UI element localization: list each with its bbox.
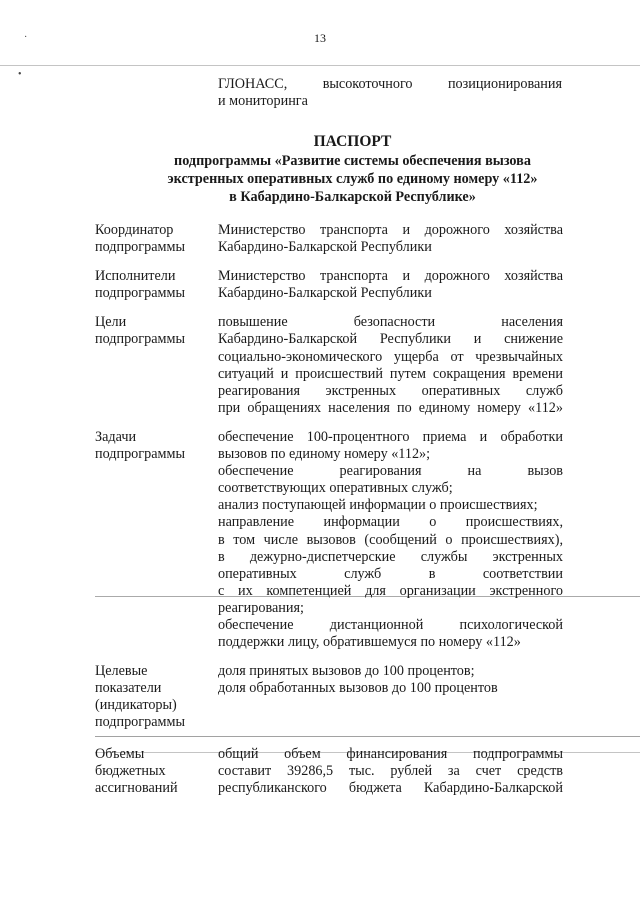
page-number: 13 xyxy=(314,31,326,45)
table-row xyxy=(95,663,563,731)
value-line: вызовов по единому номеру «112»; xyxy=(218,446,431,463)
value-line: обеспечение дистанционной психологической xyxy=(218,616,563,633)
value-line: направление информации о происшествиях, xyxy=(218,514,563,531)
title-line: экстренных оперативных служб по единому номеру «112» xyxy=(167,171,538,187)
value-line: анализ поступающей информации о происшествиях; xyxy=(218,497,538,514)
value-line: Кабардино-Балкарской Республики и снижение xyxy=(218,331,563,348)
value-line: Министерство транспорта и дорожного хозяйства xyxy=(218,222,563,238)
label-line: подпрограммы xyxy=(95,714,185,731)
table-row xyxy=(95,222,563,256)
title-line: в Кабардино-Балкарской Республике» xyxy=(229,189,476,205)
value-line: соответствующих оперативных служб; xyxy=(218,480,453,497)
value-line: повышение безопасности населения xyxy=(218,314,563,331)
table-row xyxy=(95,429,563,651)
row-value xyxy=(218,746,563,797)
title-main: ПАСПОРТ xyxy=(313,133,392,150)
value-line: обеспечение реагирования на вызов xyxy=(218,463,563,480)
intro-line: ГЛОНАСС, высокоточного позиционирования xyxy=(218,76,562,92)
value-line: социально-экономического ущерба от чрезвычайных xyxy=(218,348,563,365)
scan-mark: · xyxy=(24,32,28,43)
value-line: доля обработанных вызовов до 100 процентов xyxy=(218,680,498,697)
row-label xyxy=(95,314,218,417)
row-value xyxy=(218,314,563,417)
value-line: Кабардино-Балкарской Республики xyxy=(218,239,432,256)
value-line: доля принятых вызовов до 100 процентов; xyxy=(218,663,475,680)
label-line: Цели xyxy=(95,314,127,331)
label-line: подпрограммы xyxy=(95,446,185,463)
value-line: в том числе вызовов (сообщений о происшествиях), xyxy=(218,531,563,548)
row-label xyxy=(95,746,218,797)
table-row xyxy=(95,746,563,797)
table-row xyxy=(95,268,563,302)
passport-title xyxy=(80,132,625,206)
label-line: Исполнители xyxy=(95,268,176,285)
scan-mark: • xyxy=(18,69,22,80)
value-line: обеспечение 100-процентного приема и обработки xyxy=(218,428,563,445)
value-line: в дежурно-диспетчерские службы экстренных xyxy=(218,548,563,565)
intro-line: и мониторинга xyxy=(218,93,308,109)
label-line: подпрограммы xyxy=(95,239,185,256)
row-value xyxy=(218,268,563,302)
label-line: подпрограммы xyxy=(95,285,185,302)
row-value xyxy=(218,663,563,731)
label-line: ассигнований xyxy=(95,779,178,796)
label-line: показатели xyxy=(95,680,162,697)
label-line: Задачи xyxy=(95,428,137,445)
row-label xyxy=(95,663,218,731)
value-line: республиканского бюджета Кабардино-Балкарской xyxy=(218,779,563,796)
row-value xyxy=(218,222,563,256)
value-line: составит 39286,5 тыс. рублей за счет средств xyxy=(218,762,563,779)
table-row xyxy=(95,314,563,417)
label-line: подпрограммы xyxy=(95,331,185,348)
label-line: Целевые xyxy=(95,663,148,680)
value-line: Кабардино-Балкарской Республики xyxy=(218,285,432,302)
value-line: реагирования экстренных оперативных служб xyxy=(218,382,563,399)
row-label xyxy=(95,268,218,302)
value-line: с их компетенцией для организации экстренного xyxy=(218,582,563,599)
row-label xyxy=(95,429,218,651)
value-line: при обращениях населения по единому номеру «112» xyxy=(218,399,563,416)
value-line: поддержки лицу, обратившемуся по номеру «112» xyxy=(218,634,521,651)
row-label xyxy=(95,222,218,256)
label-line: (индикаторы) xyxy=(95,697,177,714)
value-line: Министерство транспорта и дорожного хозяйства xyxy=(218,268,563,285)
passport-table xyxy=(95,222,563,809)
value-line: оперативных служб в соответствии xyxy=(218,565,563,582)
label-line: бюджетных xyxy=(95,762,166,779)
intro-text xyxy=(218,76,562,110)
value-line: ситуаций и происшествий путем сокращения времени xyxy=(218,365,563,382)
label-line: Объемы xyxy=(95,745,145,762)
row-value xyxy=(218,429,563,651)
label-line: Координатор xyxy=(95,222,174,238)
scan-line xyxy=(0,65,640,66)
value-line: реагирования; xyxy=(218,599,304,616)
value-line: общий объем финансирования подпрограммы xyxy=(218,745,563,762)
title-line: подпрограммы «Развитие системы обеспечения вызова xyxy=(174,153,531,169)
